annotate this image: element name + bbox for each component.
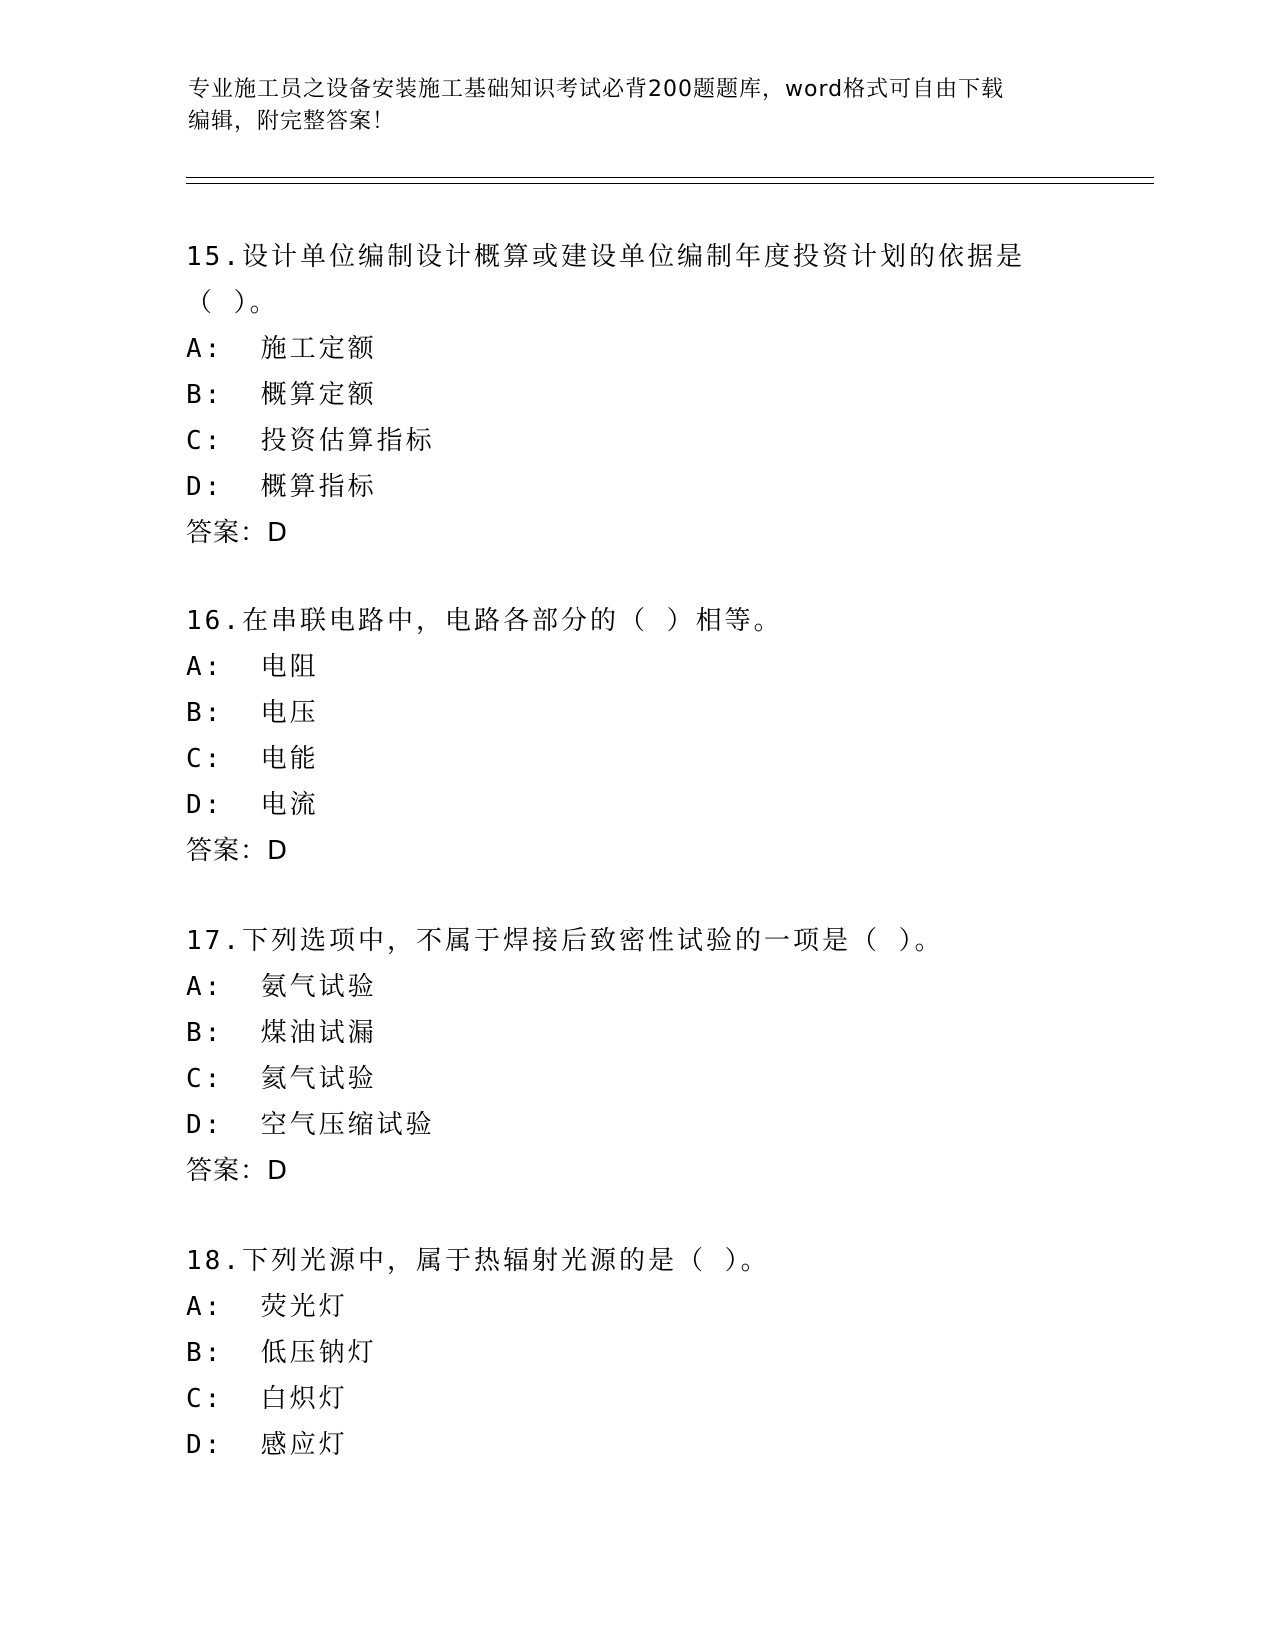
question-18	[186, 1238, 1086, 1468]
option-b: B: 低压钠灯	[186, 1338, 377, 1368]
option-b: B: 电压	[186, 698, 319, 728]
header-line-2: 编辑，附完整答案！	[188, 109, 396, 134]
option-a: A: 荧光灯	[186, 1292, 348, 1322]
option-a: A: 电阻	[186, 652, 319, 682]
option-a: A: 氨气试验	[186, 972, 377, 1002]
option-c: C: 电能	[186, 744, 319, 774]
question-stem: 16.在串联电路中，电路各部分的（ ）相等。	[186, 606, 783, 636]
header-line-1: 专业施工员之设备安装施工基础知识考试必背200题题库，word格式可自由下载	[188, 77, 1005, 102]
answer: 答案：D	[186, 836, 289, 866]
option-d: D: 电流	[186, 790, 319, 820]
question-15	[186, 234, 1086, 556]
option-b: B: 煤油试漏	[186, 1018, 377, 1048]
option-d: D: 概算指标	[186, 472, 377, 502]
option-c: C: 氦气试验	[186, 1064, 377, 1094]
document-header	[188, 74, 1088, 138]
option-d: D: 空气压缩试验	[186, 1110, 435, 1140]
answer: 答案：D	[186, 1156, 289, 1186]
option-a: A: 施工定额	[186, 334, 377, 364]
question-16	[186, 598, 1086, 874]
question-stem: 18.下列光源中，属于热辐射光源的是（ ）。	[186, 1246, 770, 1276]
option-c: C: 白炽灯	[186, 1384, 348, 1414]
option-c: C: 投资估算指标	[186, 426, 435, 456]
option-d: D: 感应灯	[186, 1430, 348, 1460]
question-stem: 17.下列选项中，不属于焊接后致密性试验的一项是（ ）。	[186, 926, 944, 956]
header-divider-bottom	[186, 183, 1154, 184]
answer: 答案：D	[186, 518, 289, 548]
header-divider-top	[186, 177, 1154, 178]
question-stem: 15.设计单位编制设计概算或建设单位编制年度投资计划的依据是（ ）。	[186, 242, 1025, 318]
option-b: B: 概算定额	[186, 380, 377, 410]
question-17	[186, 918, 1086, 1194]
